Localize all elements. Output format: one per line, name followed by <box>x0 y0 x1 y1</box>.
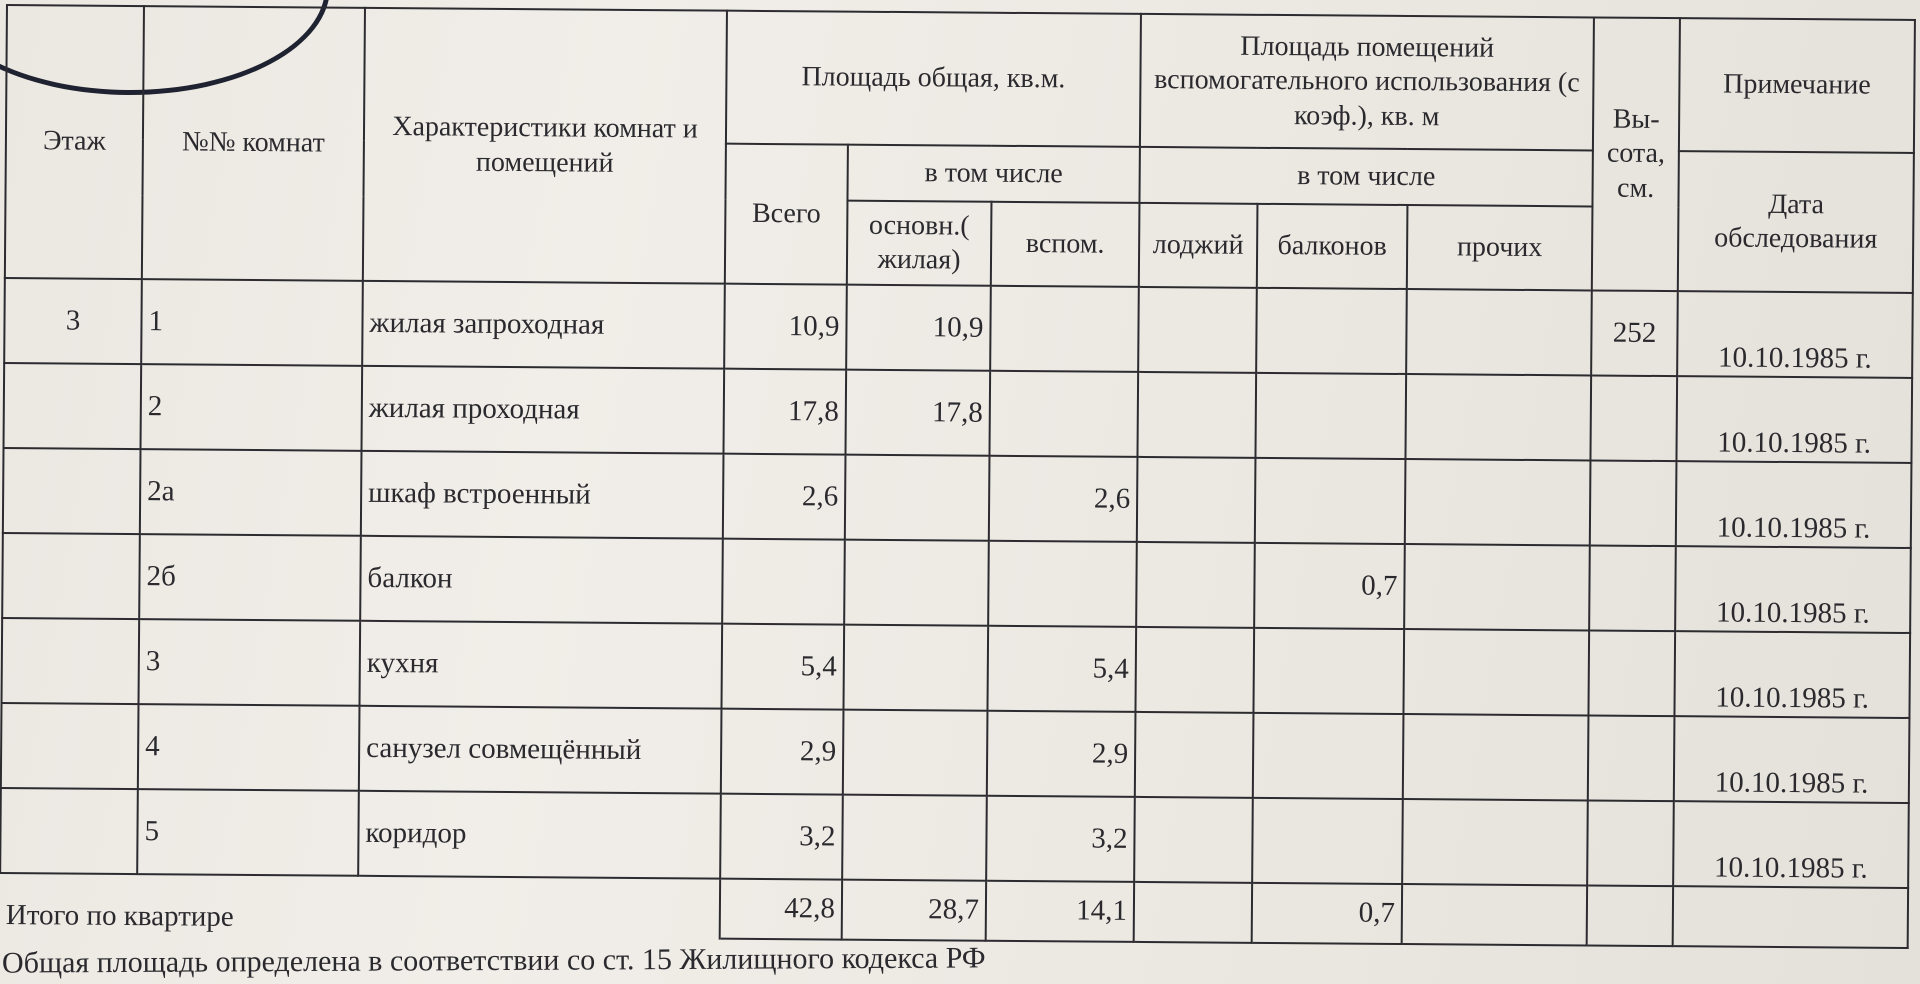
header-aux-area: Площадь помещений вспомогательного использования (с коэф.), кв. м <box>1140 14 1594 151</box>
cell-living <box>842 795 987 881</box>
cell-aux: 3,2 <box>986 796 1135 882</box>
totals-date <box>1673 886 1908 948</box>
cell-loggia <box>1136 627 1255 713</box>
cell-aux: 2,9 <box>987 711 1136 797</box>
header-auxiliary: вспом. <box>991 202 1140 287</box>
cell-height <box>1588 715 1675 801</box>
totals-other <box>1402 884 1587 945</box>
table-row <box>2 533 1911 633</box>
cell-other <box>1403 629 1589 715</box>
cell-floor: 3 <box>4 278 142 364</box>
totals-aux: 14,1 <box>986 881 1134 942</box>
header-characteristics: Характеристики комнат и помещений <box>363 8 727 284</box>
cell-loggia <box>1134 797 1253 883</box>
header-inspection-date: Дата обследования <box>1678 151 1914 293</box>
cell-height <box>1591 375 1678 461</box>
cell-room: 5 <box>137 789 359 876</box>
cell-aux <box>989 371 1138 457</box>
cell-aux <box>988 541 1137 627</box>
cell-total <box>722 539 845 625</box>
header-room-numbers: №№ комнат <box>142 6 365 281</box>
cell-floor <box>0 788 138 874</box>
cell-living <box>843 625 988 711</box>
cell-date: 10.10.1985 г. <box>1677 291 1913 378</box>
cell-room: 1 <box>141 279 363 366</box>
cell-total: 2,6 <box>723 454 846 540</box>
header-including-main: в том числе <box>847 145 1139 203</box>
footer-note: Общая площадь определена в соответствии со ст. 15 Жилищного кодекса РФ <box>1 941 986 980</box>
cell-other <box>1406 289 1592 375</box>
cell-balcony <box>1256 288 1407 374</box>
totals-loggia <box>1134 882 1252 943</box>
cell-balcony <box>1253 713 1404 799</box>
totals-balcony: 0,7 <box>1252 883 1402 944</box>
header-other: прочих <box>1407 205 1593 290</box>
totals-height <box>1587 885 1673 946</box>
cell-loggia <box>1137 457 1256 543</box>
cell-aux <box>990 286 1139 372</box>
cell-room: 2б <box>139 534 361 621</box>
cell-aux: 5,4 <box>987 626 1136 712</box>
totals-total: 42,8 <box>720 879 842 940</box>
cell-floor <box>4 363 142 449</box>
cell-other <box>1403 714 1589 800</box>
cell-living: 17,8 <box>845 370 990 456</box>
table-row <box>4 278 1913 378</box>
table-row <box>1 703 1910 803</box>
cell-balcony <box>1252 798 1403 884</box>
cell-date: 10.10.1985 г. <box>1676 461 1912 548</box>
cell-height <box>1589 545 1676 631</box>
cell-total: 17,8 <box>723 369 846 455</box>
header-including-aux: в том числе <box>1140 147 1593 207</box>
table-row <box>2 618 1911 718</box>
apartment-area-table <box>0 4 1916 949</box>
cell-balcony <box>1256 373 1407 459</box>
cell-date: 10.10.1985 г. <box>1677 376 1913 463</box>
header-height: Вы- сота, см. <box>1592 17 1680 291</box>
totals-label: Итого по квартире <box>0 873 720 939</box>
cell-other <box>1406 374 1592 460</box>
cell-date: 10.10.1985 г. <box>1675 546 1911 633</box>
cell-height <box>1589 630 1676 716</box>
cell-desc: балкон <box>360 536 723 624</box>
cell-desc: жилая проходная <box>362 366 725 454</box>
cell-other <box>1404 544 1590 630</box>
header-balconies: балконов <box>1257 204 1408 289</box>
totals-living: 28,7 <box>842 880 986 941</box>
cell-total: 3,2 <box>720 794 843 880</box>
header-total: Всего <box>725 144 848 285</box>
cell-balcony <box>1255 458 1406 544</box>
table-row <box>4 363 1913 463</box>
cell-desc: жилая запроходная <box>362 281 725 369</box>
cell-date: 10.10.1985 г. <box>1674 716 1910 803</box>
cell-loggia <box>1138 287 1257 373</box>
cell-total: 10,9 <box>724 284 847 370</box>
cell-date: 10.10.1985 г. <box>1673 801 1909 888</box>
cell-total: 2,9 <box>721 709 844 795</box>
cell-floor <box>2 533 140 619</box>
table-header-row <box>6 5 1915 153</box>
cell-floor <box>2 618 140 704</box>
cell-living: 10,9 <box>846 285 991 371</box>
cell-height: 252 <box>1591 290 1678 376</box>
header-note: Примечание <box>1679 18 1915 153</box>
header-main-living: основн.( жилая) <box>847 201 992 286</box>
cell-room: 4 <box>138 704 360 791</box>
cell-date: 10.10.1985 г. <box>1675 631 1911 718</box>
cell-living <box>844 540 989 626</box>
cell-other <box>1405 459 1591 545</box>
cell-floor <box>1 703 139 789</box>
cell-aux: 2,6 <box>989 456 1138 542</box>
header-loggias: лоджий <box>1139 203 1258 288</box>
header-floor: Этаж <box>5 5 144 279</box>
cell-desc: коридор <box>358 791 721 879</box>
cell-room: 2а <box>140 449 362 536</box>
cell-room: 3 <box>139 619 361 706</box>
cell-loggia <box>1138 372 1257 458</box>
cell-room: 2 <box>141 364 363 451</box>
cell-living <box>843 710 988 796</box>
table-row <box>0 788 1909 888</box>
cell-loggia <box>1135 712 1254 798</box>
cell-desc: санузел совмещённый <box>359 706 722 794</box>
cell-height <box>1587 800 1674 886</box>
cell-living <box>845 455 990 541</box>
cell-desc: кухня <box>359 621 722 709</box>
cell-balcony <box>1254 628 1405 714</box>
cell-loggia <box>1136 542 1255 628</box>
cell-height <box>1590 460 1677 546</box>
cell-total: 5,4 <box>721 624 844 710</box>
cell-desc: шкаф встроенный <box>361 451 724 539</box>
cell-balcony: 0,7 <box>1254 543 1405 629</box>
cell-floor <box>3 448 141 534</box>
cell-other <box>1402 799 1588 885</box>
header-total-area: Площадь общая, кв.м. <box>726 11 1141 147</box>
table-row <box>3 448 1912 548</box>
